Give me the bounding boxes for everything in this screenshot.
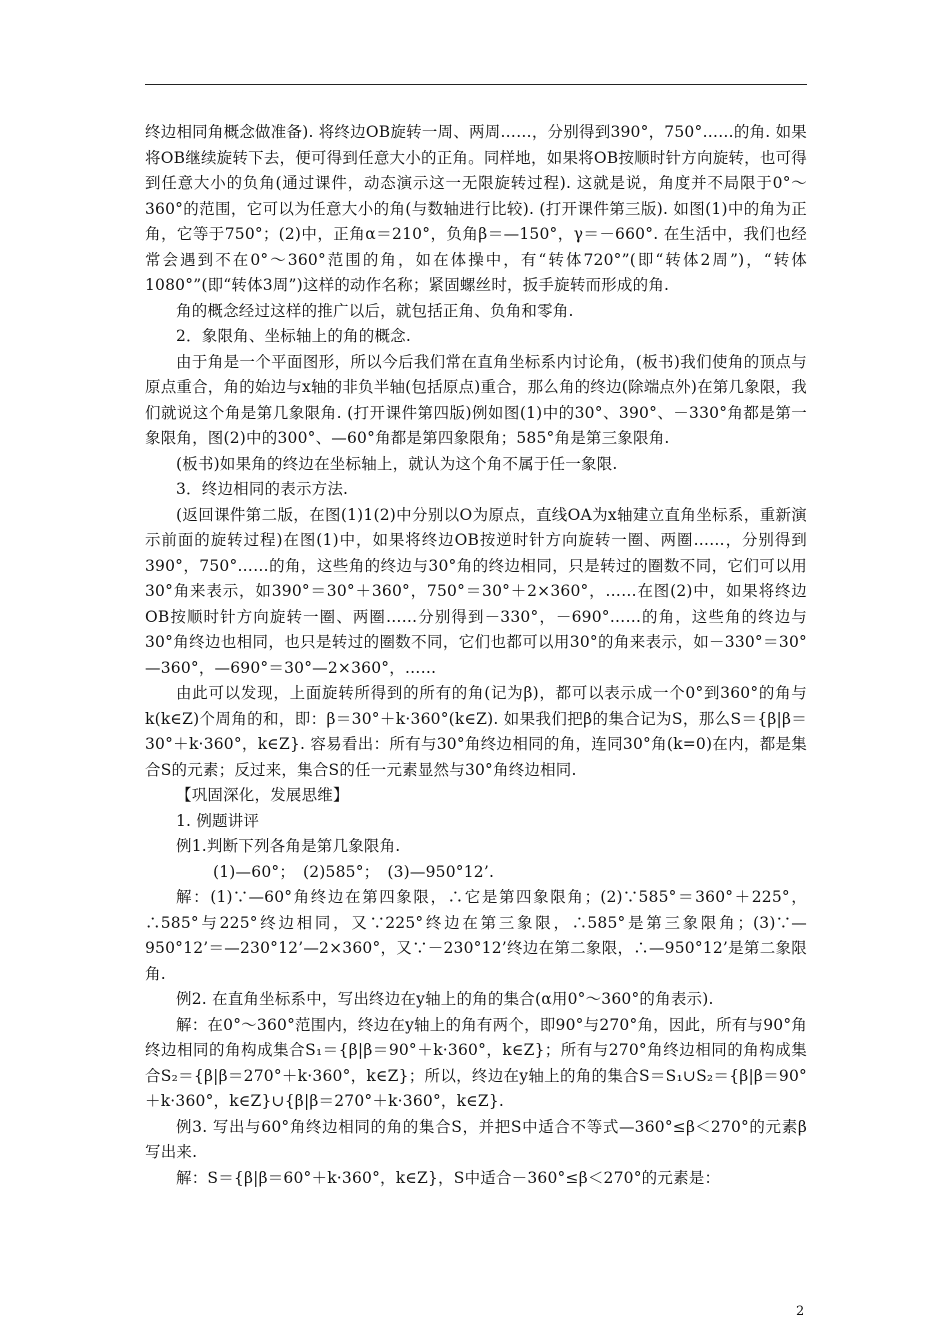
paragraph: 终边相同角概念做准备). 将终边OB旋转一周、两周……，分别得到390°，750°……的角. 如果将OB继续旋转下去，便可得到任意大小的正角。同样地，如果将OB按顺时针方向旋转，也可得到任意大小的负角(通过课件，动态演示这一无限旋转过程). 这就是说，角度并不局限于0°～360°的范围，它可以为任意大小的角(与数轴进行比较). (打开课件第三版). 如图(1)中的角为正角，它等于750°；(2)中，正角α＝210°，负角β＝—150°，γ＝－660°. 在生活中，我们也经常会遇到不在0°～360°范围的角，如在体操中，有“转体720°”(即“转体2周”)，“转体1080°”(即“转体3周”)这样的动作名称；紧固螺丝时，扳手旋转而形成的角. xyxy=(145,123,807,294)
document-body xyxy=(145,120,807,1191)
solution-paragraph: 解：在0°～360°范围内，终边在y轴上的角有两个，即90°与270°角，因此，所有与90°角终边相同的角构成集合S₁＝{β|β＝90°＋k·360°，k∈Z}；所有与270°角终边相同的角构成集合S₂＝{β|β＝270°＋k·360°，k∈Z}；所以，终边在y轴上的角的集合S＝S₁∪S₂＝{β|β＝90°＋k·360°，k∈Z}∪{β|β＝270°＋k·360°，k∈Z}. xyxy=(145,1015,807,1110)
header-rule xyxy=(145,84,807,85)
paragraph: 由于角是一个平面图形，所以今后我们常在直角坐标系内讨论角，(板书)我们使角的顶点与原点重合，角的始边与x轴的非负半轴(包括原点)重合，那么角的终边(除端点外)在第几象限，我们就说这个角是第几象限角. (打开课件第四版)例如图(1)中的30°、390°、－330°角都是第一象限角，图(2)中的300°、—60°角都是第四象限角；585°角是第三象限角. xyxy=(145,352,807,447)
solution-paragraph: 解：(1)∵—60°角终边在第四象限，∴它是第四象限角；(2)∵585°＝360°＋225°，∴585°与225°终边相同，又∵225°终边在第三象限，∴585°是第三象限角；(3)∵—950°12’＝—230°12’—2×360°，又∵－230°12’终边在第二象限，∴—950°12’是第二象限角. xyxy=(145,888,807,983)
example-title: 例1.判断下列各角是第几象限角. xyxy=(176,837,401,855)
solution-paragraph: 解：S＝{β|β＝60°＋k·360°，k∈Z}，S中适合－360°≤β＜270°的元素是： xyxy=(176,1168,721,1187)
paragraph: (返回课件第二版，在图(1)1(2)中分别以O为原点，直线OA为x轴建立直角坐标系，重新演示前面的旋转过程)在图(1)中，如果将终边OB按逆时针方向旋转一圈、两圈……，分别得到390°，750°……的角，这些角的终边与30°角的终边相同，只是转过的圈数不同，它们可以用30°角来表示，如390°＝30°＋360°，750°＝30°＋2×360°，……在图(2)中，如果将终边OB按顺时针方向旋转一圈、两圈……分别得到－330°，－690°……的角，这些角的终边与30°角终边也相同，也只是转过的圈数不同，它们也都可以用30°的角来表示，如－330°＝30°—360°，—690°＝30°—2×360°，…… xyxy=(145,505,807,677)
section-heading: 3．终边相同的表示方法. xyxy=(176,480,349,498)
example-title: 例2. 在直角坐标系中，写出终边在y轴上的角的集合(α用0°～360°的角表示). xyxy=(176,990,714,1008)
example-items: (1)—60°； (2)585°； (3)—950°12’. xyxy=(213,862,495,881)
section-heading: 【巩固深化，发展思维】 xyxy=(176,786,349,804)
subsection-heading: 1. 例题讲评 xyxy=(176,811,260,830)
paragraph: 角的概念经过这样的推广以后，就包括正角、负角和零角. xyxy=(176,301,574,320)
section-heading: 2．象限角、坐标轴上的角的概念. xyxy=(176,327,411,345)
paragraph: (板书)如果角的终边在坐标轴上，就认为这个角不属于任一象限. xyxy=(176,454,618,473)
example-title: 例3. 写出与60°角终边相同的角的集合S，并把S中适合不等式—360°≤β＜270°的元素β写出来. xyxy=(145,1117,807,1161)
paragraph: 由此可以发现，上面旋转所得到的所有的角(记为β)，都可以表示成一个0°到360°的角与k(k∈Z)个周角的和，即：β＝30°＋k·360°(k∈Z). 如果我们把β的集合记为S，那么S＝{β|β＝30°＋k·360°，k∈Z}. 容易看出：所有与30°角终边相同的角，连同30°角(k=0)在内，都是集合S的元素；反过来，集合S的任一元素显然与30°角终边相同. xyxy=(145,684,807,779)
page-number: 2 xyxy=(796,1304,805,1319)
